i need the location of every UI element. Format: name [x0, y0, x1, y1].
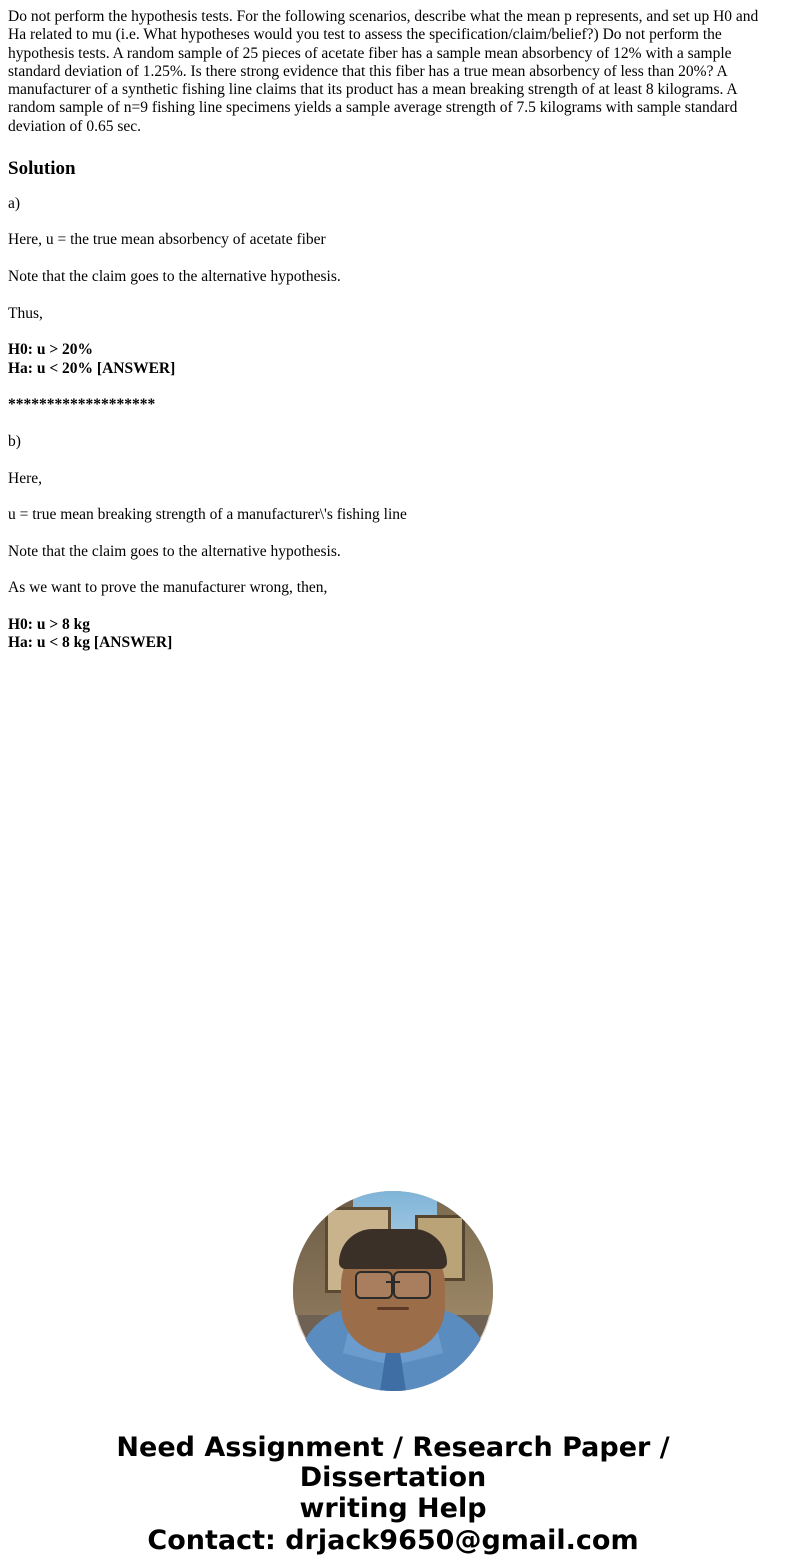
avatar-glasses-left — [355, 1271, 393, 1299]
part-a-hypotheses — [8, 341, 778, 378]
avatar — [293, 1191, 493, 1391]
part-b-h0: H0: u > 8 kg — [8, 615, 91, 633]
part-b-line-1: Here, — [8, 469, 42, 487]
part-b-ha: Ha: u < 8 kg [ANSWER] — [8, 634, 173, 652]
part-a-line-3: Thus, — [8, 304, 43, 322]
part-b-label: b) — [8, 432, 21, 450]
avatar-mouth — [377, 1307, 409, 1310]
avatar-container — [8, 1191, 778, 1391]
part-a-label: a) — [8, 194, 21, 212]
solution-heading: Solution — [8, 157, 76, 179]
part-b-line-2: u = true mean breaking strength of a manufacturer\'s fishing line — [8, 506, 407, 524]
part-a-h0: H0: u > 20% — [8, 341, 94, 359]
avatar-hair — [339, 1229, 447, 1269]
part-a-line-1: Here, u = the true mean absorbency of acetate fiber — [8, 231, 326, 249]
part-b-line-4: As we want to prove the manufacturer wrong, then, — [8, 579, 328, 597]
part-a-ha: Ha: u < 20% [ANSWER] — [8, 359, 176, 377]
promo-banner — [8, 1433, 778, 1556]
avatar-glasses-right — [393, 1271, 431, 1299]
promo-line-2: writing Help — [299, 1492, 487, 1524]
contact-email: Contact: drjack9650@gmail.com — [147, 1524, 639, 1556]
section-divider: ******************* — [8, 396, 156, 414]
part-a-line-2: Note that the claim goes to the alternative hypothesis. — [8, 267, 341, 285]
part-b-hypotheses — [8, 616, 778, 653]
question-text: Do not perform the hypothesis tests. For the following scenarios, describe what the mean p represents, and set up H0 and Ha related to mu (i.e. What hypotheses would you test to assess the specification/claim/belief?) Do not perform the hypothesis tests. A random sample of 25 pieces of acetate fiber has a sample mean absorbency of 12% with a sample standard deviation of 1.25%. Is there strong evidence that this fiber has a true mean absorbency of less than 20%? A manufacturer of a synthetic fishing line claims that its product has a mean breaking strength of at least 8 kilograms. A random sample of n=9 fishing line specimens yields a sample average strength of 7.5 kilograms with sample standard deviation of 0.65 sec. — [8, 8, 759, 135]
content-spacer — [8, 671, 778, 1191]
promo-line-1: Need Assignment / Research Paper / Dissertation — [116, 1432, 670, 1494]
part-b-line-3: Note that the claim goes to the alternative hypothesis. — [8, 542, 341, 560]
avatar-glasses-bridge — [386, 1281, 400, 1283]
